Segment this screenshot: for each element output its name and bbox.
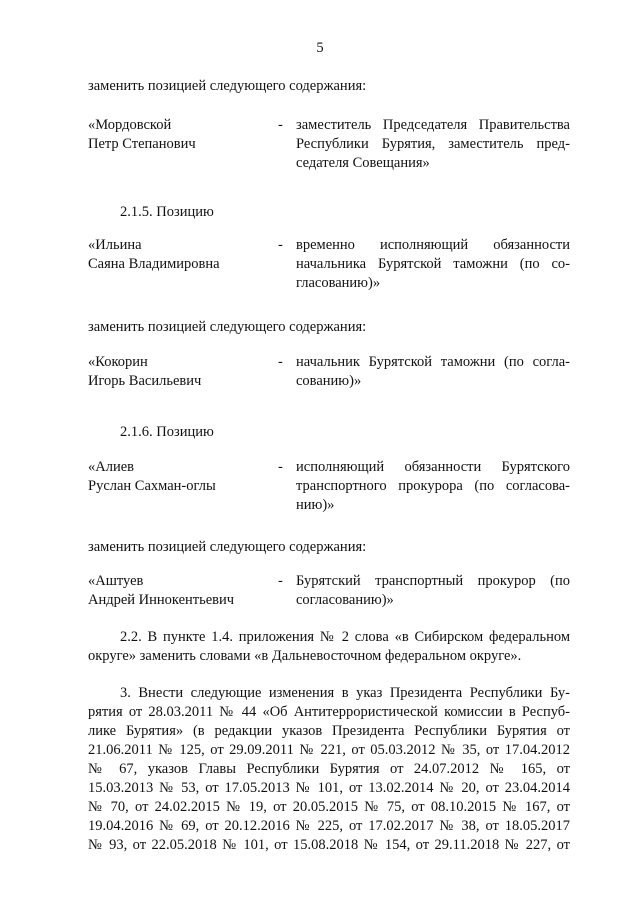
entry-description-line: Бурятский транспортный прокурор (по bbox=[296, 573, 570, 589]
entry-name-given: Андрей Иннокентьевич bbox=[88, 592, 235, 608]
entry-description bbox=[296, 116, 570, 173]
heading-2-1-5: 2.1.5. Позицию bbox=[120, 204, 214, 220]
entry-name-surname: «Кокорин bbox=[88, 354, 148, 370]
replace-intro-2: заменить позицией следующего содержания: bbox=[88, 319, 367, 335]
paragraph-line: 19.04.2016 № 69, от 20.12.2016 № 225, от 17.02.2017 № 38, от 18.05.2017 bbox=[88, 818, 570, 834]
entry-description-line: заместитель Председателя Правительства bbox=[296, 117, 570, 133]
entry-description-line: временно исполняющий обязанности bbox=[296, 237, 570, 253]
paragraph-line: рятия от 28.03.2011 № 44 «Об Антитеррористической комиссии в Респуб- bbox=[88, 704, 570, 720]
replace-intro-3: заменить позицией следующего содержания: bbox=[88, 539, 367, 555]
entry-description bbox=[296, 572, 570, 610]
entry-dash: - bbox=[278, 237, 283, 253]
replace-intro-1: заменить позицией следующего содержания: bbox=[88, 78, 367, 94]
entry-name-surname: «Алиев bbox=[88, 459, 134, 475]
entry-description-line: Республики Бурятия, заместитель пред- bbox=[296, 136, 570, 152]
paragraph-line: округе» заменить словами «в Дальневосточном федеральном округе». bbox=[88, 648, 522, 664]
entry-name-given: Игорь Васильевич bbox=[88, 373, 202, 389]
entry-name-surname: «Аштуев bbox=[88, 573, 144, 589]
entry-name-given: Петр Степанович bbox=[88, 136, 196, 152]
entry-description-line: седателя Совещания» bbox=[296, 155, 430, 171]
entry-description-line: гласованию)» bbox=[296, 275, 381, 291]
paragraph-line: № 93, от 22.05.2018 № 101, от 15.08.2018 № 154, от 29.11.2018 № 227, от bbox=[88, 837, 570, 853]
entry-description-line: сованию)» bbox=[296, 373, 362, 389]
entry-description-line: начальник Бурятской таможни (по согла- bbox=[296, 354, 570, 370]
entry-name-given: Руслан Сахман-оглы bbox=[88, 478, 216, 494]
entry-dash: - bbox=[278, 573, 283, 589]
entry-description-line: начальника Бурятской таможни (по со- bbox=[296, 256, 570, 272]
paragraph-line: № 67, указов Главы Республики Бурятия от 24.07.2012 № 165, от bbox=[88, 761, 570, 777]
entry-dash: - bbox=[278, 117, 283, 133]
paragraph-line: № 70, от 24.02.2015 № 19, от 20.05.2015 № 75, от 08.10.2015 № 167, от bbox=[88, 799, 570, 815]
paragraph-line: 2.2. В пункте 1.4. приложения № 2 слова «в Сибирском федеральном bbox=[120, 629, 570, 645]
entry-description bbox=[296, 353, 570, 391]
entry-description-line: нию)» bbox=[296, 497, 335, 513]
paragraph-line: 3. Внести следующие изменения в указ Президента Республики Бу- bbox=[120, 685, 570, 701]
entry-name-given: Саяна Владимировна bbox=[88, 256, 220, 272]
page-number: 5 bbox=[316, 40, 324, 56]
entry-dash: - bbox=[278, 354, 283, 370]
paragraph-line: 21.06.2011 № 125, от 29.09.2011 № 221, от 05.03.2012 № 35, от 17.04.2012 bbox=[88, 742, 570, 758]
heading-2-1-6: 2.1.6. Позицию bbox=[120, 424, 214, 440]
entry-dash: - bbox=[278, 459, 283, 475]
paragraph-line: лике Бурятия» (в редакции указов Президента Республики Бурятия от bbox=[88, 723, 570, 739]
paragraph-3 bbox=[88, 684, 570, 855]
paragraph-2-2 bbox=[88, 628, 570, 666]
entry-description-line: транспортного прокурора (по согласова- bbox=[296, 478, 570, 494]
entry-name-surname: «Мордовской bbox=[88, 117, 172, 133]
entry-name-surname: «Ильина bbox=[88, 237, 142, 253]
paragraph-line: 15.03.2013 № 53, от 17.05.2013 № 101, от 13.02.2014 № 20, от 23.04.2014 bbox=[88, 780, 570, 796]
entry-description-line: исполняющий обязанности Бурятского bbox=[296, 459, 570, 475]
entry-description bbox=[296, 458, 570, 515]
entry-description bbox=[296, 236, 570, 293]
entry-description-line: согласованию)» bbox=[296, 592, 394, 608]
